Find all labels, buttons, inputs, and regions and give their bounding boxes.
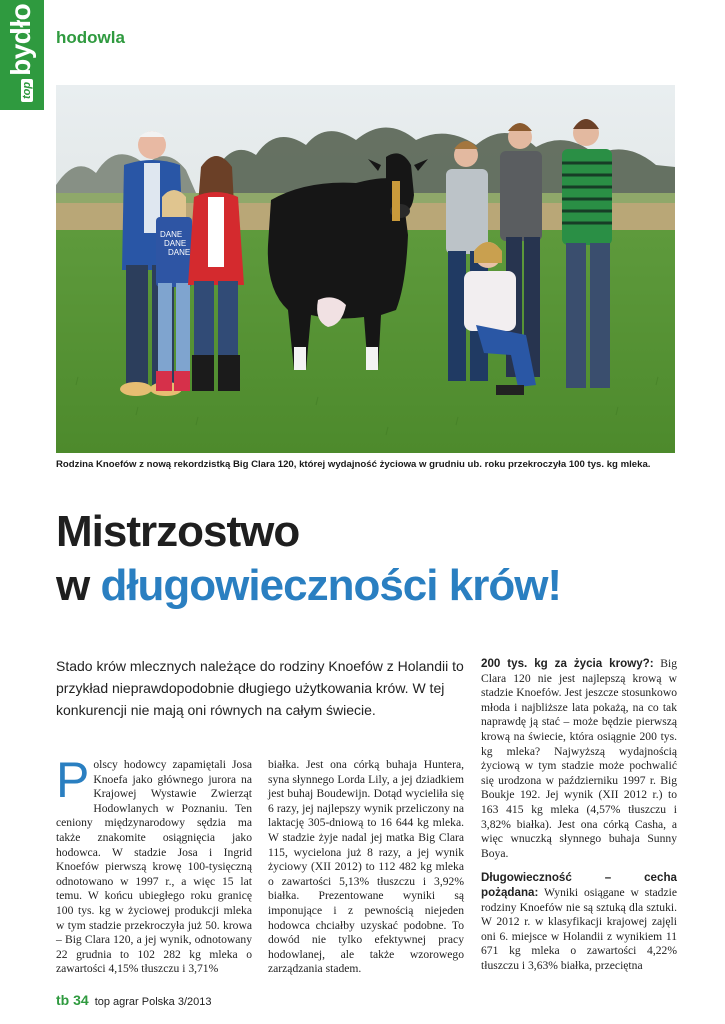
column-3-paragraph-1 bbox=[481, 657, 677, 861]
shirt-text-1: DANE bbox=[160, 230, 183, 239]
side-tab-brand bbox=[5, 4, 37, 102]
drop-cap: P bbox=[56, 752, 90, 808]
side-tab-word: bydło bbox=[5, 3, 36, 76]
article-column-3 bbox=[481, 657, 677, 973]
page-footer bbox=[56, 992, 212, 1008]
subhead-200-tys: 200 tys. kg za życia krowy?: bbox=[481, 657, 654, 670]
lead-paragraph: Stado krów mlecznych należące do rodziny Knoefów z Holandii to przykład nieprawdopodobnie długiego użytkowania krów. W tej konkurencji nie mają oni równych na całym świecie. bbox=[56, 658, 464, 718]
publication-name: top agrar Polska 3/2013 bbox=[94, 996, 212, 1008]
article-column-2 bbox=[268, 758, 464, 977]
headline-line2-accent: długowieczności krów! bbox=[100, 561, 562, 610]
column-3-text-1: Big Clara 120 nie jest najlepszą krową w stadzie Knoefów. Jest jeszcze stosunkowo młoda i najbliższe lata pokażą, na co tak naprawdę ją stać – może będzie pierwszą krową na świecie, która osiągnie 200 tys. kg mleka? Najwyższą wydajnością życiową w tym stadzie może pochwalić się urodzona w październiku 1997 r. Big Boukje 192. Jej wynik (XII 2012 r.) to 163 415 kg mleka (4,57% tłuszczu i 3,82% białka). Jest ona córką Casha, a więc wnuczką słynnego buhaja Sunny Boya. bbox=[481, 657, 677, 860]
shirt-text-2: DANE bbox=[164, 239, 187, 248]
side-tab bbox=[0, 0, 44, 110]
section-label: hodowla bbox=[56, 28, 125, 47]
headline-line2-plain: w bbox=[56, 561, 101, 610]
column-3-text-2: Wyniki osiągane w stadzie rodziny Knoefów nie są sztuką dla sztuki. W 2012 r. w klasyfikacji krajowej zajęli oni 6. miejsce w Holandii z wynikiem 11 671 kg mleka o zawartości 4,22% tłuszczu i 3,63% białka, przeciętna bbox=[481, 885, 677, 972]
column-1-text: olscy hodowcy zapamiętali Josa Knoefa jako głównego jurora na Krajowej Wystawie Zwierząt Hodowlanych w Poznaniu. Ten ceniony międzynarodowy sędzia ma także znakomite osiągnięcia jako hodowca. W stadzie Josa i Ingrid Knoefów pierwszą krowę 100-tysięczną odnotowano w 1997 r., a więc 15 lat temu. W końcu ubiegłego roku granicę 100 tys. kg w życiowej produkcji mleka w tym stadzie przekroczyła już 50. krowa – Big Clara 120, a jej wynik, odnotowany 22 grudnia to 102 282 kg mleka o zawartości 4,15% tłuszczu i 3,71% bbox=[56, 758, 252, 976]
shirt-text-3: DANE bbox=[168, 248, 191, 257]
subhead-dlugowiecznosc: Długowieczność – cecha pożądana: bbox=[481, 871, 677, 899]
page-number: tb 34 bbox=[56, 992, 89, 1008]
headline bbox=[56, 505, 561, 613]
column-2-text: białka. Jest ona córką buhaja Huntera, syna słynnego Lorda Lily, a jej dziadkiem jest buhaj Boudewijn. Dotąd wycieliła się 6 razy, jej najlepszy wynik przeliczony na laktację 305-dniową to 16 644 kg mleka. W stadzie żyje nadal jej matka Big Clara 115, wycielona już 8 razy, a jej wynik życiowy (XII 2012) to 112 482 kg mleka o zawartości 5,13% tłuszczu i 3,92% białka. Prezentowane wyniki są imponujące i z pewnością niejeden hodowca chciałby uzyskać podobne. To dowód nie tylko efektywnej pracy hodowlanej, ale także wzorowego zarządzania stadem. bbox=[268, 758, 464, 976]
headline-line1: Mistrzostwo bbox=[56, 507, 300, 556]
photo-caption: Rodzina Knoefów z nową rekordzistką Big Clara 120, której wydajność życiowa w grudniu ub. roku przekroczyła 100 tys. kg mleka. bbox=[56, 459, 651, 470]
article-column-1 bbox=[56, 752, 252, 977]
family-photo bbox=[56, 85, 675, 453]
side-tab-prefix: top bbox=[21, 79, 33, 102]
column-3-paragraph-2 bbox=[481, 871, 677, 973]
